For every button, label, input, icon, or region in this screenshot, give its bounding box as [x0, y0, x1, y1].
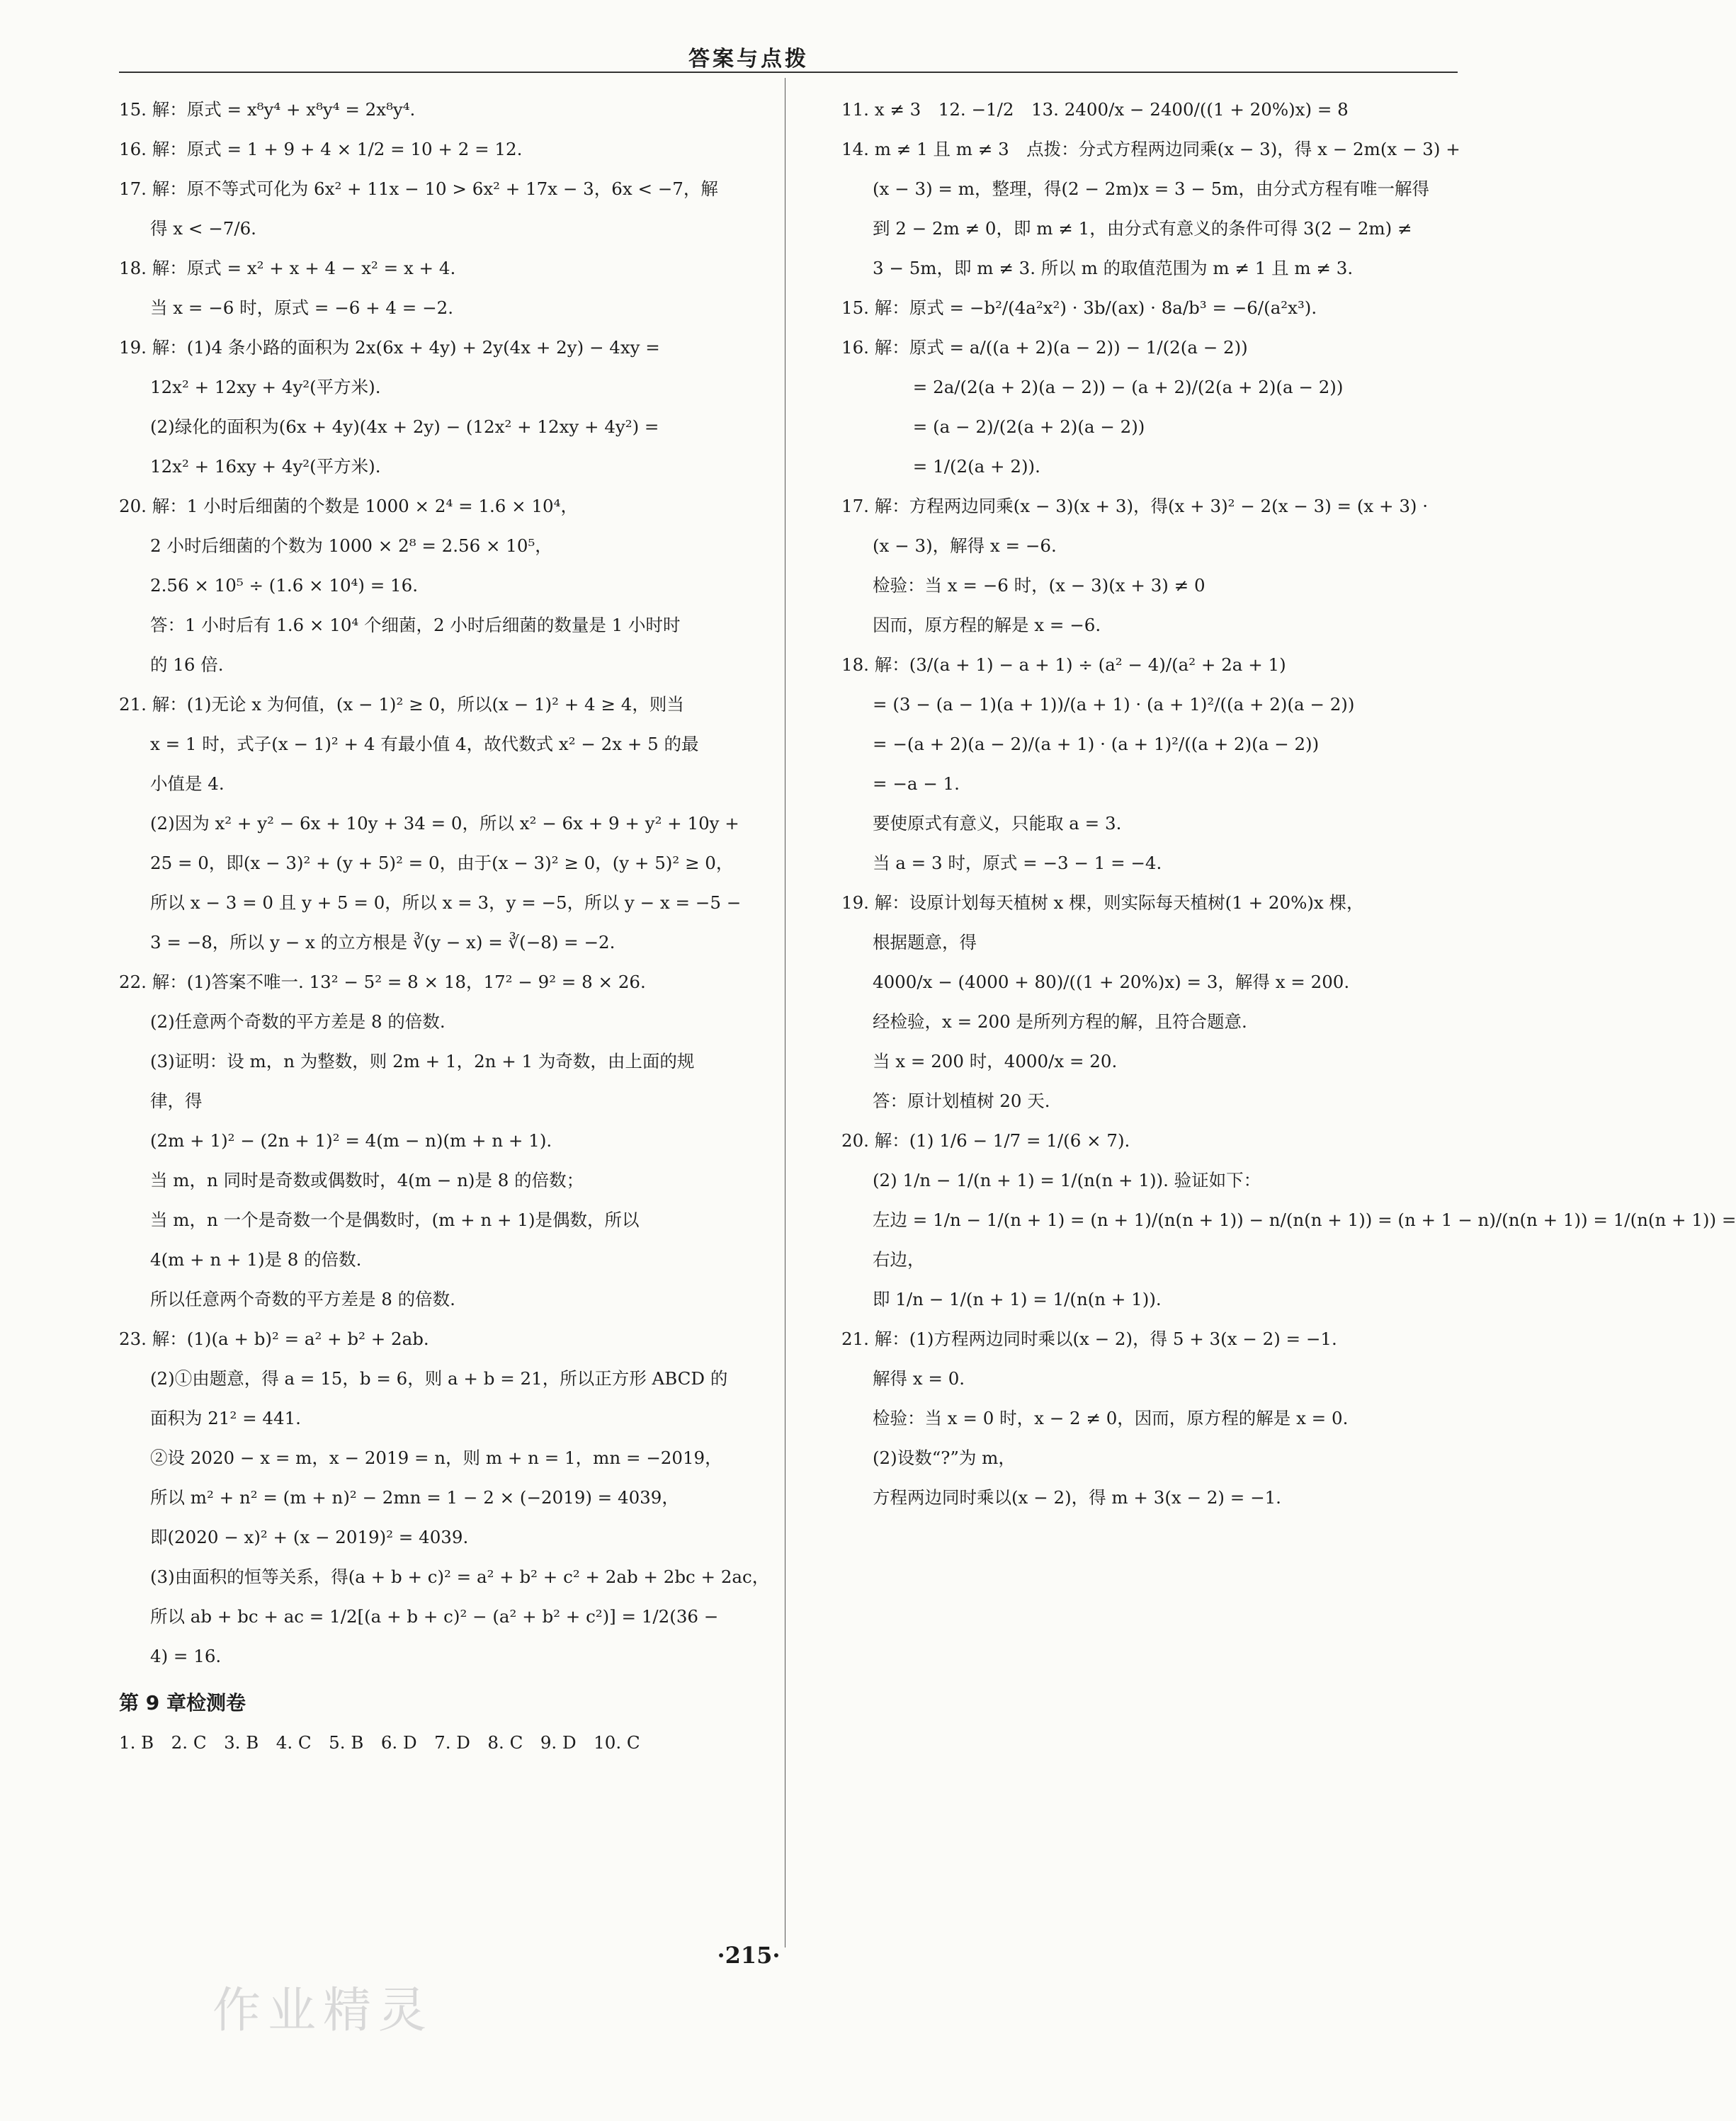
- answer-line: 方程两边同时乘以(x − 2)，得 m + 3(x − 2) = −1.: [873, 1487, 1281, 1508]
- answer-line: 4) = 16.: [150, 1646, 222, 1666]
- answer-line: 4000/x − (4000 + 80)/((1 + 20%)x) = 3，解得 x = 200.: [873, 972, 1350, 992]
- answer-line: 右边，: [873, 1249, 925, 1270]
- right-column: [841, 99, 1736, 1527]
- answer-line: 解得 x = 0.: [873, 1368, 965, 1389]
- answer-line: x = 1 时，式子(x − 1)² + 4 有最小值 4，故代数式 x² − 2x + 5 的最: [150, 734, 699, 754]
- answer-line: 的 16 倍.: [150, 654, 224, 675]
- answer-line: 19. 解：设原计划每天植树 x 棵，则实际每天植树(1 + 20%)x 棵，: [841, 892, 1364, 913]
- answer-line: 3 = −8，所以 y − x 的立方根是 ∛(y − x) = ∛(−8) = −2.: [150, 932, 615, 953]
- answer-line: 到 2 − 2m ≠ 0，即 m ≠ 1，由分式有意义的条件可得 3(2 − 2m) ≠: [873, 218, 1412, 239]
- left-column-lines: [119, 99, 770, 1685]
- answer-line: (2)①由题意，得 a = 15，b = 6，则 a + b = 21，所以正方形 ABCD 的: [150, 1368, 728, 1389]
- answer-line: 16. 解：原式 = 1 + 9 + 4 × 1/2 = 10 + 2 = 12.: [119, 139, 523, 159]
- answer-line: 当 m，n 同时是奇数或偶数时，4(m − n)是 8 的倍数；: [150, 1170, 584, 1190]
- answer-line: 12x² + 16xy + 4y²(平方米).: [150, 456, 381, 477]
- answer-line: (2) 1/n − 1/(n + 1) = 1/(n(n + 1)). 验证如下：: [873, 1170, 1261, 1190]
- answer-line: 21. 解：(1)无论 x 为何值，(x − 1)² ≥ 0，所以(x − 1)² + 4 ≥ 4，则当: [119, 694, 684, 715]
- answer-line: 得 x < −7/6.: [150, 218, 256, 239]
- answer-line: 11. x ≠ 3 12. −1/2 13. 2400/x − 2400/((1 + 20%)x) = 8: [841, 99, 1349, 120]
- answer-line: (2)绿化的面积为(6x + 4y)(4x + 2y) − (12x² + 12xy + 4y²) =: [150, 416, 659, 437]
- header-rule: [119, 72, 1458, 73]
- answer-line: 检验：当 x = −6 时，(x − 3)(x + 3) ≠ 0: [873, 575, 1205, 596]
- answer-line: 15. 解：原式 = −b²/(4a²x²) · 3b/(ax) · 8a/b³ = −6/(a²x³).: [841, 297, 1317, 318]
- answer-line: 18. 解：(3/(a + 1) − a + 1) ÷ (a² − 4)/(a² + 2a + 1): [841, 654, 1286, 675]
- answer-line: 面积为 21² = 441.: [150, 1408, 301, 1428]
- answer-line: 小值是 4.: [150, 773, 225, 794]
- answer-line: 22. 解：(1)答案不唯一. 13² − 5² = 8 × 18，17² − 9² = 8 × 26.: [119, 972, 646, 992]
- answer-line: = 1/(2(a + 2)).: [873, 456, 1040, 477]
- answer-line: (x − 3) = m，整理，得(2 − 2m)x = 3 − 5m，由分式方程有唯一解得: [873, 178, 1430, 199]
- answer-line: (2)任意两个奇数的平方差是 8 的倍数.: [150, 1011, 446, 1032]
- answer-line: (3)由面积的恒等关系，得(a + b + c)² = a² + b² + c² + 2ab + 2bc + 2ac，: [150, 1566, 770, 1587]
- answer-line: 因而，原方程的解是 x = −6.: [873, 615, 1101, 635]
- answer-line: 3 − 5m，即 m ≠ 3. 所以 m 的取值范围为 m ≠ 1 且 m ≠ 3.: [873, 258, 1354, 278]
- answer-line: = 2a/(2(a + 2)(a − 2)) − (a + 2)/(2(a + 2)(a − 2)): [873, 377, 1344, 397]
- answer-line: 当 x = 200 时，4000/x = 20.: [873, 1051, 1118, 1071]
- answer-line: = −(a + 2)(a − 2)/(a + 1) · (a + 1)²/((a + 2)(a − 2)): [873, 734, 1320, 754]
- answer-line: 所以 m² + n² = (m + n)² − 2mn = 1 − 2 × (−2019) = 4039，: [150, 1487, 679, 1508]
- answer-line: 要使原式有意义，只能取 a = 3.: [873, 813, 1122, 834]
- answer-line: 即(2020 − x)² + (x − 2019)² = 4039.: [150, 1527, 469, 1547]
- answer-line: 16. 解：原式 = a/((a + 2)(a − 2)) − 1/(2(a − 2)): [841, 337, 1248, 358]
- answer-line: 2.56 × 10⁵ ÷ (1.6 × 10⁴) = 16.: [150, 575, 419, 596]
- left-column: [119, 99, 770, 1772]
- answer-line: 4(m + n + 1)是 8 的倍数.: [150, 1249, 362, 1270]
- answer-line: (2)因为 x² + y² − 6x + 10y + 34 = 0，所以 x² − 6x + 9 + y² + 10y +: [150, 813, 739, 834]
- answer-line: 所以 ab + bc + ac = 1/2[(a + b + c)² − (a² + b² + c²)] = 1/2(36 −: [150, 1606, 719, 1627]
- watermark: 作业精灵: [212, 1983, 434, 2039]
- answer-line: (x − 3)，解得 x = −6.: [873, 535, 1057, 556]
- answer-line: 根据题意，得: [873, 932, 977, 953]
- answer-line: 答：原计划植树 20 天.: [873, 1091, 1050, 1111]
- answer-line: 律，得: [150, 1091, 203, 1111]
- answer-line: ②设 2020 − x = m，x − 2019 = n，则 m + n = 1，mn = −2019，: [150, 1448, 722, 1468]
- right-column-lines: [841, 99, 1736, 1527]
- answer-line: = (a − 2)/(2(a + 2)(a − 2)): [873, 416, 1145, 437]
- page-number: ·215·: [717, 1942, 781, 1969]
- answer-line: 12x² + 12xy + 4y²(平方米).: [150, 377, 381, 397]
- answer-line: 当 a = 3 时，原式 = −3 − 1 = −4.: [873, 853, 1162, 873]
- answer-line: 21. 解：(1)方程两边同时乘以(x − 2)，得 5 + 3(x − 2) = −1.: [841, 1329, 1337, 1349]
- answer-line: 15. 解：原式 = x⁸y⁴ + x⁸y⁴ = 2x⁸y⁴.: [119, 99, 416, 120]
- answer-line: 所以 x − 3 = 0 且 y + 5 = 0，所以 x = 3，y = −5，所以 y − x = −5 −: [150, 892, 742, 913]
- section-title: 第 9 章检测卷: [119, 1691, 246, 1715]
- answer-line: 答：1 小时后有 1.6 × 10⁴ 个细菌，2 小时后细菌的数量是 1 小时时: [150, 615, 681, 635]
- answer-line: (3)证明：设 m，n 为整数，则 2m + 1，2n + 1 为奇数，由上面的规: [150, 1051, 695, 1071]
- answer-line: 25 = 0，即(x − 3)² + (y + 5)² = 0，由于(x − 3)² ≥ 0，(y + 5)² ≥ 0，: [150, 853, 734, 873]
- answer-line: (2m + 1)² − (2n + 1)² = 4(m − n)(m + n + 1).: [150, 1130, 552, 1151]
- answer-line: 19. 解：(1)4 条小路的面积为 2x(6x + 4y) + 2y(4x + 2y) − 4xy =: [119, 337, 660, 358]
- answer-line: 当 x = −6 时，原式 = −6 + 4 = −2.: [150, 297, 454, 318]
- answer-line: 2 小时后细菌的个数为 1000 × 2⁸ = 2.56 × 10⁵，: [150, 535, 552, 556]
- answer-line: 经检验，x = 200 是所列方程的解，且符合题意.: [873, 1011, 1247, 1032]
- answer-line: 20. 解：(1) 1/6 − 1/7 = 1/(6 × 7).: [841, 1130, 1130, 1151]
- answer-line: 18. 解：原式 = x² + x + 4 − x² = x + 4.: [119, 258, 456, 278]
- answer-line: 20. 解：1 小时后细菌的个数是 1000 × 2⁴ = 1.6 × 10⁴，: [119, 496, 578, 516]
- answer-line: (2)设数“?”为 m，: [873, 1448, 1016, 1468]
- answer-line: 23. 解：(1)(a + b)² = a² + b² + 2ab.: [119, 1329, 429, 1349]
- answer-line: 左边 = 1/n − 1/(n + 1) = (n + 1)/(n(n + 1)) − n/(n(n + 1)) = (n + 1 − n)/(n(n + 1)) = 1/(n(n + 1)) =: [873, 1210, 1736, 1230]
- page-header-title: 答案与点拨: [688, 47, 809, 72]
- answer-line: 17. 解：方程两边同乘(x − 3)(x + 3)，得(x + 3)² − 2(x − 3) = (x + 3) ·: [841, 496, 1429, 516]
- answer-line: = (3 − (a − 1)(a + 1))/(a + 1) · (a + 1)²/((a + 2)(a − 2)): [873, 694, 1355, 715]
- answer-line: 即 1/n − 1/(n + 1) = 1/(n(n + 1)).: [873, 1289, 1162, 1309]
- answer-line: 检验：当 x = 0 时，x − 2 ≠ 0，因而，原方程的解是 x = 0.: [873, 1408, 1349, 1428]
- answer-line: 当 m，n 一个是奇数一个是偶数时，(m + n + 1)是偶数，所以: [150, 1210, 640, 1230]
- answer-line: 14. m ≠ 1 且 m ≠ 3 点拨：分式方程两边同乘(x − 3)，得 x − 2m(x − 3) +: [841, 139, 1460, 159]
- multiple-choice-answers: 1. B 2. C 3. B 4. C 5. B 6. D 7. D 8. C 9. D 10. C: [119, 1732, 640, 1753]
- answer-line: = −a − 1.: [873, 773, 960, 794]
- answer-line: 所以任意两个奇数的平方差是 8 的倍数.: [150, 1289, 455, 1309]
- answer-line: 17. 解：原不等式可化为 6x² + 11x − 10 > 6x² + 17x − 3，6x < −7，解: [119, 178, 718, 199]
